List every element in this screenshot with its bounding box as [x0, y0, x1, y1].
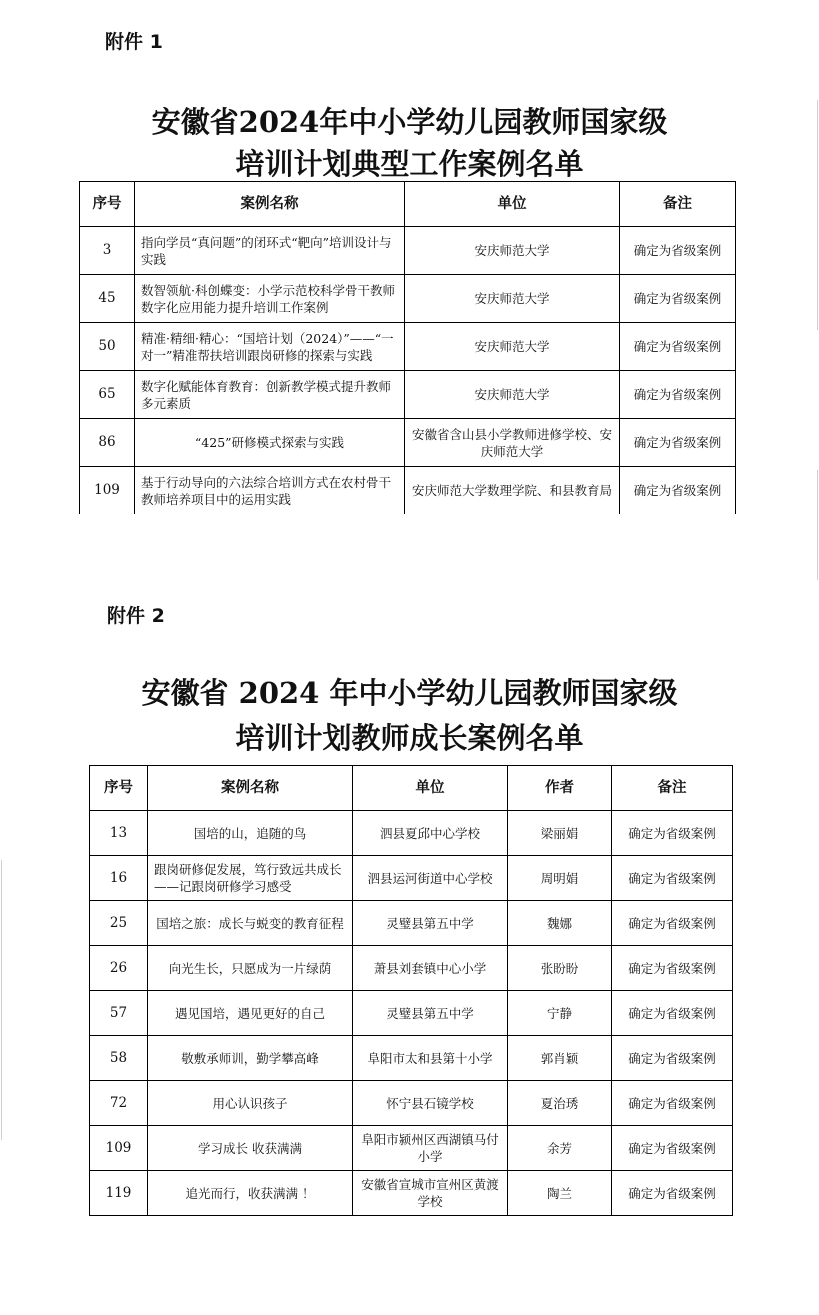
- unit: 安庆师范大学: [405, 323, 620, 371]
- header-case-name: 案例名称: [148, 766, 353, 811]
- case-name: “425”研修模式探索与实践: [135, 419, 405, 467]
- note: 确定为省级案例: [612, 901, 733, 946]
- case-name: 指向学员“真问题”的闭环式“靶向”培训设计与实践: [135, 227, 405, 275]
- unit: 阜阳市太和县第十小学: [353, 1036, 508, 1081]
- table-row: [90, 1126, 733, 1171]
- author: 魏娜: [508, 901, 612, 946]
- author: 梁丽娟: [508, 811, 612, 856]
- row-number: 65: [80, 371, 135, 419]
- note: 确定为省级案例: [612, 1036, 733, 1081]
- header-note: 备注: [620, 182, 736, 227]
- case-name: 精准·精细·精心：“国培计划（2024）”——“一对一”精准帮扶培训跟岗研修的探索与实践: [135, 323, 405, 371]
- case-name: 用心认识孩子: [148, 1081, 353, 1126]
- row-number: 58: [90, 1036, 148, 1081]
- table-row: [80, 275, 736, 323]
- scan-edge-line: [1, 860, 2, 1140]
- note: 确定为省级案例: [612, 811, 733, 856]
- annex-2-title-line-1: 安徽省 2024 年中小学幼儿园教师国家级: [141, 676, 678, 710]
- row-number: 26: [90, 946, 148, 991]
- table-row: [90, 856, 733, 901]
- table-row: [90, 1081, 733, 1126]
- row-number: 109: [90, 1126, 148, 1171]
- case-name: 跟岗研修促发展，笃行致远共成长——记跟岗研修学习感受: [148, 856, 353, 901]
- row-number: 109: [80, 467, 135, 515]
- table-row: [90, 1036, 733, 1081]
- case-name: 数智领航·科创蝶变：小学示范校科学骨干教师数字化应用能力提升培训工作案例: [135, 275, 405, 323]
- row-number: 13: [90, 811, 148, 856]
- case-name: 国培之旅：成长与蜕变的教育征程: [148, 901, 353, 946]
- note: 确定为省级案例: [612, 1126, 733, 1171]
- unit: 灵璧县第五中学: [353, 991, 508, 1036]
- note: 确定为省级案例: [620, 323, 736, 371]
- author: 夏治琇: [508, 1081, 612, 1126]
- note: 确定为省级案例: [620, 467, 736, 515]
- scan-edge-line: [817, 470, 818, 580]
- note: 确定为省级案例: [612, 1171, 733, 1216]
- table-row: [80, 371, 736, 419]
- annex-1-title-line-2: 培训计划典型工作案例名单: [235, 147, 584, 181]
- annex-1-table: [79, 181, 736, 514]
- table-row: [80, 227, 736, 275]
- author: 郭肖颖: [508, 1036, 612, 1081]
- row-number: 16: [90, 856, 148, 901]
- note: 确定为省级案例: [612, 991, 733, 1036]
- table-row: [80, 467, 736, 515]
- header-number: 序号: [90, 766, 148, 811]
- case-name: 追光而行，收获满满 ！: [148, 1171, 353, 1216]
- unit: 怀宁县石镜学校: [353, 1081, 508, 1126]
- unit: 灵璧县第五中学: [353, 901, 508, 946]
- note: 确定为省级案例: [620, 275, 736, 323]
- header-note: 备注: [612, 766, 733, 811]
- row-number: 86: [80, 419, 135, 467]
- unit: 安庆师范大学数理学院、和县教育局: [405, 467, 620, 515]
- unit: 安庆师范大学: [405, 227, 620, 275]
- note: 确定为省级案例: [620, 371, 736, 419]
- unit: 阜阳市颍州区西湖镇马付小学: [353, 1126, 508, 1171]
- unit: 安庆师范大学: [405, 275, 620, 323]
- case-name: 遇见国培，遇见更好的自己: [148, 991, 353, 1036]
- author: 余芳: [508, 1126, 612, 1171]
- table-row: [90, 1171, 733, 1216]
- author: 宁静: [508, 991, 612, 1036]
- header-case-name: 案例名称: [135, 182, 405, 227]
- row-number: 25: [90, 901, 148, 946]
- unit: 泗县夏邱中心学校: [353, 811, 508, 856]
- annex-1-title-line-1: 安徽省2024年中小学幼儿园教师国家级: [151, 105, 668, 139]
- table-row: [90, 991, 733, 1036]
- case-name: 学习成长 收获满满: [148, 1126, 353, 1171]
- author: 陶兰: [508, 1171, 612, 1216]
- header-unit: 单位: [353, 766, 508, 811]
- unit: 安庆师范大学: [405, 371, 620, 419]
- table-header-row: [80, 182, 736, 227]
- note: 确定为省级案例: [620, 419, 736, 467]
- row-number: 72: [90, 1081, 148, 1126]
- annex-2-table: [89, 765, 733, 1216]
- note: 确定为省级案例: [620, 227, 736, 275]
- table-header-row: [90, 766, 733, 811]
- note: 确定为省级案例: [612, 856, 733, 901]
- case-name: 敬敷承师训，勤学攀高峰: [148, 1036, 353, 1081]
- unit: 安徽省含山县小学教师进修学校、安庆师范大学: [405, 419, 620, 467]
- annex-2-title-line-2: 培训计划教师成长案例名单: [235, 721, 584, 755]
- case-name: 向光生长，只愿成为一片绿荫: [148, 946, 353, 991]
- case-name: 国培的山，追随的鸟: [148, 811, 353, 856]
- unit: 泗县运河街道中心学校: [353, 856, 508, 901]
- table-row: [80, 419, 736, 467]
- row-number: 3: [80, 227, 135, 275]
- author: 周明娟: [508, 856, 612, 901]
- row-number: 57: [90, 991, 148, 1036]
- case-name: 基于行动导向的六法综合培训方式在农村骨干教师培养项目中的运用实践: [135, 467, 405, 515]
- header-author: 作者: [508, 766, 612, 811]
- table-row: [80, 323, 736, 371]
- note: 确定为省级案例: [612, 946, 733, 991]
- table-row: [90, 946, 733, 991]
- note: 确定为省级案例: [612, 1081, 733, 1126]
- table-row: [90, 811, 733, 856]
- row-number: 50: [80, 323, 135, 371]
- annex-2-label: 附件 2: [107, 605, 165, 627]
- table-row: [90, 901, 733, 946]
- case-name: 数字化赋能体育教育：创新教学模式提升教师多元素质: [135, 371, 405, 419]
- author: 张盼盼: [508, 946, 612, 991]
- annex-1-label: 附件 1: [105, 31, 163, 53]
- header-unit: 单位: [405, 182, 620, 227]
- unit: 萧县刘套镇中心小学: [353, 946, 508, 991]
- header-number: 序号: [80, 182, 135, 227]
- row-number: 45: [80, 275, 135, 323]
- unit: 安徽省宣城市宣州区黄渡学校: [353, 1171, 508, 1216]
- row-number: 119: [90, 1171, 148, 1216]
